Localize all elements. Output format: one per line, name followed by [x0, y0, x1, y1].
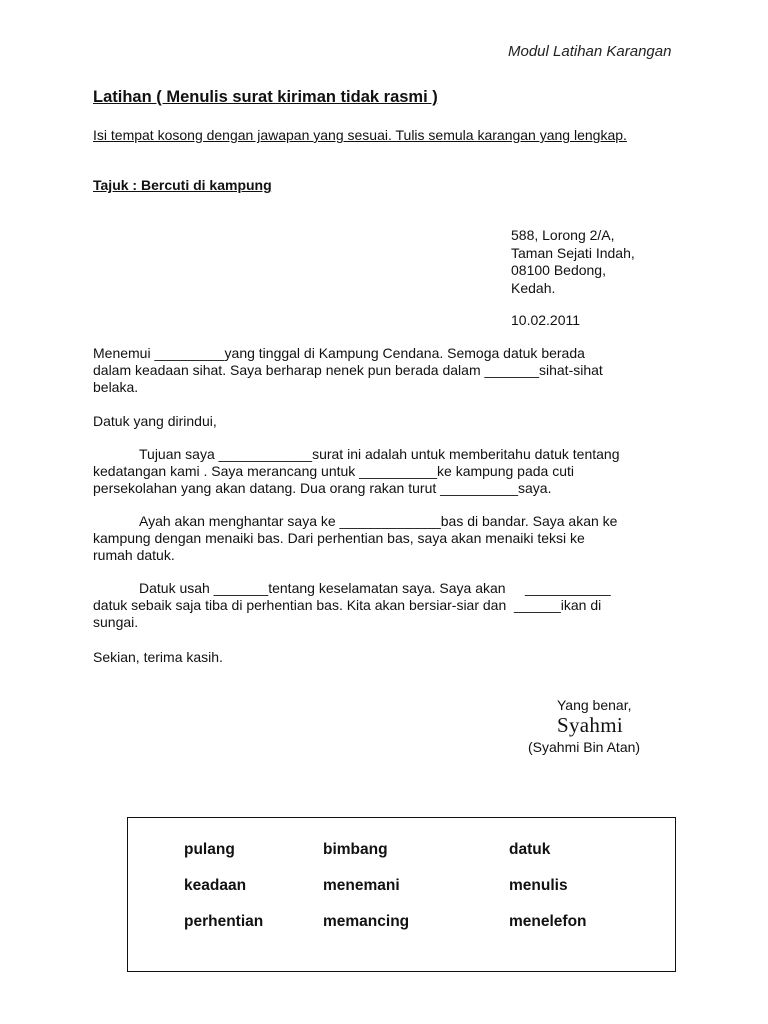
letter-body-line: sungai.	[93, 614, 139, 630]
letter-body-line: belaka.	[93, 379, 139, 395]
signature-full-name: (Syahmi Bin Atan)	[528, 739, 641, 755]
letter-greeting: Datuk yang dirindui,	[93, 413, 217, 429]
letter-body-line: Ayah akan menghantar saya ke _____________bas di bandar. Saya akan ke	[139, 513, 618, 529]
word-bank-item: menelefon	[509, 913, 587, 930]
address-line: Taman Sejati Indah,	[511, 244, 635, 261]
letter-body-line: rumah datuk.	[93, 547, 175, 563]
word-bank-item: datuk	[509, 841, 551, 858]
word-bank-item: memancing	[323, 913, 410, 930]
letter-body-line: datuk sebaik saja tiba di perhentian bas. Kita akan bersiar-siar dan ______ikan di	[93, 597, 602, 613]
letter-body-line: Menemui _________yang tinggal di Kampung Cendana. Semoga datuk berada	[93, 345, 585, 361]
address-line: 08100 Bedong,	[511, 262, 606, 278]
letter-body-line: Datuk usah _______tentang keselamatan saya. Saya akan ___________	[139, 580, 611, 596]
word-bank-item: pulang	[184, 841, 235, 858]
word-bank-item: menulis	[509, 877, 568, 894]
letter-body-line: dalam keadaan sihat. Saya berharap nenek pun berada dalam _______sihat-sihat	[93, 362, 603, 378]
letter-closing: Sekian, terima kasih.	[93, 649, 223, 665]
address-line: 588, Lorong 2/A,	[511, 227, 615, 243]
word-bank-item: bimbang	[323, 841, 388, 858]
word-bank-item: keadaan	[184, 877, 247, 894]
letter-body-line: kedatangan kami . Saya merancang untuk __________ke kampung pada cuti	[93, 463, 575, 479]
signature-closing: Yang benar,	[557, 697, 632, 713]
letter-body-line: kampung dengan menaiki bas. Dari perhentian bas, saya akan menaiki teksi ke	[93, 530, 585, 546]
exercise-title: Latihan ( Menulis surat kiriman tidak rasmi )	[93, 88, 438, 106]
letter-body-line: Tujuan saya ____________surat ini adalah untuk memberitahu datuk tentang	[139, 446, 620, 462]
topic-heading: Tajuk : Bercuti di kampung	[93, 177, 272, 193]
instruction-text: Isi tempat kosong dengan jawapan yang sesuai. Tulis semula karangan yang lengkap.	[93, 127, 627, 143]
module-header: Modul Latihan Karangan	[508, 43, 672, 60]
letter-body-line: persekolahan yang akan datang. Dua orang rakan turut __________saya.	[93, 480, 552, 496]
sender-address	[511, 227, 635, 297]
word-bank-item: perhentian	[184, 913, 264, 930]
word-bank-item: menemani	[323, 877, 400, 894]
letter-date: 10.02.2011	[511, 312, 581, 328]
signature-name: Syahmi	[557, 713, 623, 737]
address-line: Kedah.	[511, 279, 556, 296]
word-bank-box	[127, 817, 676, 972]
